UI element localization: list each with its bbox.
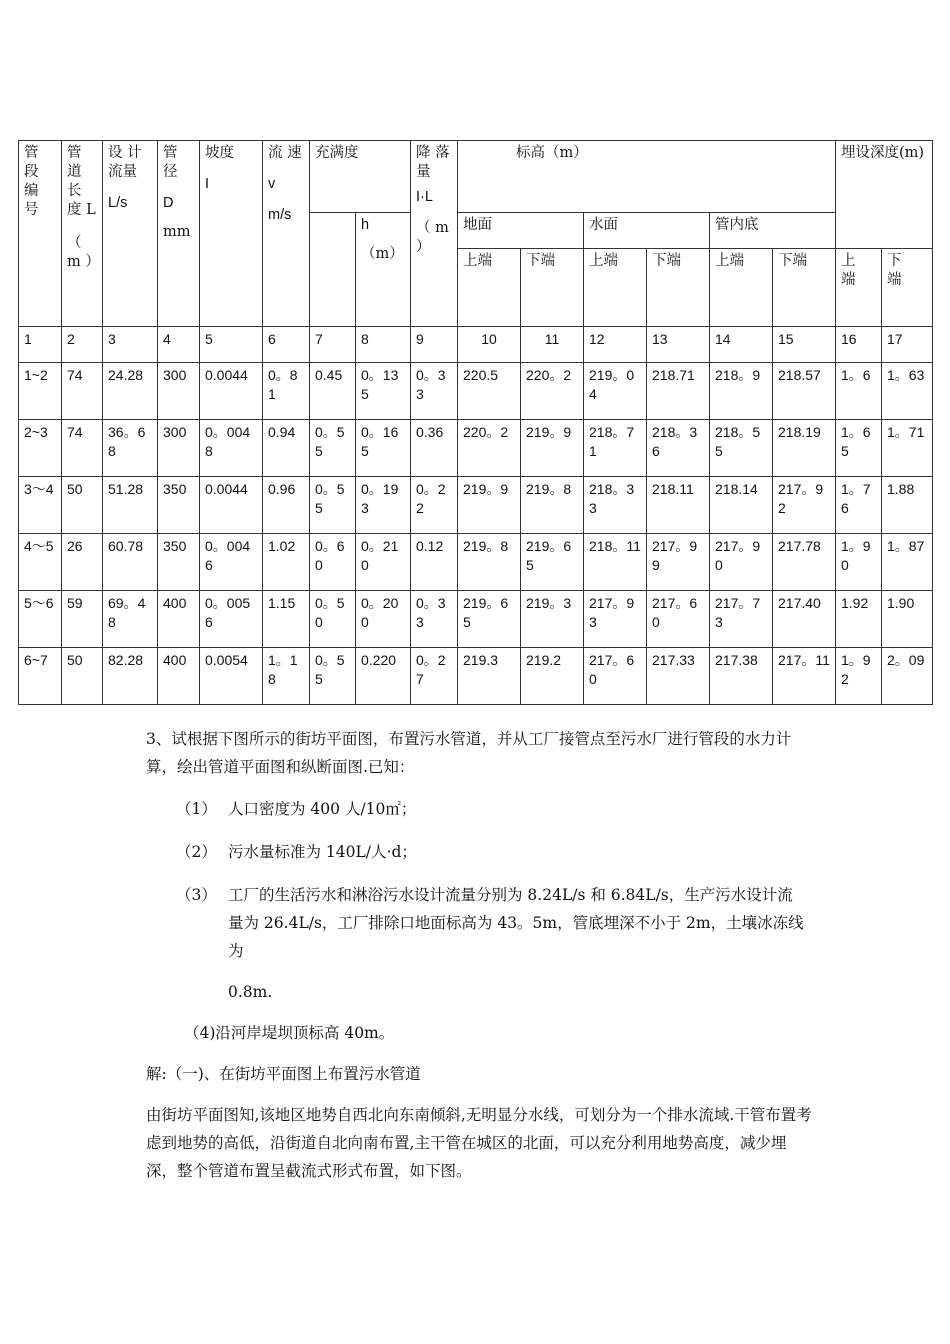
col-number: 13 — [647, 327, 710, 363]
table-cell: 1.88 — [882, 477, 933, 534]
table-cell: 220.5 — [458, 363, 521, 420]
table-cell: 219。8 — [521, 477, 584, 534]
header-length-unit: （ m ） — [67, 235, 100, 270]
table-cell: 0。22 — [411, 477, 458, 534]
table-cell: 36。68 — [103, 420, 158, 477]
solution-heading: 解:（一)、在街坊平面图上布置污水管道 — [146, 1065, 421, 1083]
column-number-row — [19, 327, 933, 363]
col-number: 9 — [411, 327, 458, 363]
table-cell: 218。9 — [710, 363, 773, 420]
table-cell: 217。93 — [584, 591, 647, 648]
table-cell: 2~3 — [19, 420, 62, 477]
table-cell: 26 — [62, 534, 103, 591]
header-fill-ratio: 充满度 — [310, 141, 411, 213]
table-cell: 0。55 — [310, 420, 356, 477]
table-cell: 400 — [158, 648, 200, 705]
header-invert-upper: 上端 — [710, 249, 773, 327]
col-number: 16 — [836, 327, 882, 363]
table-row — [19, 591, 933, 648]
col-number: 2 — [62, 327, 103, 363]
header-fill-blank — [310, 213, 356, 327]
header-invert: 管内底 — [710, 213, 836, 249]
header-ground-upper: 上端 — [458, 249, 521, 327]
header-diameter-unit: mm — [163, 224, 191, 240]
header-fill-h — [356, 213, 411, 327]
table-cell: 219.2 — [521, 648, 584, 705]
table-cell: 218.14 — [710, 477, 773, 534]
table-cell: 219。65 — [521, 534, 584, 591]
pipe-calculation-table — [18, 140, 933, 705]
list-item — [146, 881, 816, 965]
table-cell: 217。99 — [647, 534, 710, 591]
table-cell: 218。11 — [584, 534, 647, 591]
col-number: 4 — [158, 327, 200, 363]
table-row — [19, 534, 933, 591]
table-cell: 350 — [158, 477, 200, 534]
table-cell: 217。73 — [710, 591, 773, 648]
table-cell: 0。60 — [310, 534, 356, 591]
table-cell: 218。36 — [647, 420, 710, 477]
table-cell: 0。55 — [310, 648, 356, 705]
table-cell: 220。2 — [458, 420, 521, 477]
col-number: 15 — [773, 327, 836, 363]
table-cell: 74 — [62, 363, 103, 420]
table-cell: 51.28 — [103, 477, 158, 534]
header-diameter — [158, 141, 200, 327]
col-number: 12 — [584, 327, 647, 363]
table-cell: 0.45 — [310, 363, 356, 420]
table-cell: 0.0044 — [200, 363, 263, 420]
table-cell: 3～4 — [19, 477, 62, 534]
header-flow-label: 设 计 流量 — [108, 145, 142, 180]
table-cell: 400 — [158, 591, 200, 648]
table-cell: 0。210 — [356, 534, 411, 591]
table-cell: 217.40 — [773, 591, 836, 648]
table-cell: 1.92 — [836, 591, 882, 648]
table-cell: 0。135 — [356, 363, 411, 420]
header-water: 水面 — [584, 213, 710, 249]
header-length — [62, 141, 103, 327]
list-text: 人口密度为 400 人/10㎡； — [228, 800, 417, 818]
table-cell: 219。3 — [521, 591, 584, 648]
table-cell: 219.3 — [458, 648, 521, 705]
list-text: 污水量标准为 140L/人·d； — [228, 843, 417, 861]
header-drop-label: 降 落 量 — [416, 145, 450, 180]
table-cell: 0.36 — [411, 420, 458, 477]
list-number: （2） — [176, 843, 217, 861]
table-cell: 1.15 — [263, 591, 310, 648]
table-cell: 219。8 — [458, 534, 521, 591]
header-burial-depth: 埋设深度(m) — [836, 141, 933, 249]
col-number: 14 — [710, 327, 773, 363]
list-number: （3） — [176, 886, 217, 904]
col-number: 3 — [103, 327, 158, 363]
table-cell: 1。76 — [836, 477, 882, 534]
table-cell: 1~2 — [19, 363, 62, 420]
table-cell: 1。90 — [836, 534, 882, 591]
table-cell: 217.78 — [773, 534, 836, 591]
header-length-label: 管 道 长 度 L — [67, 145, 96, 218]
col-number: 7 — [310, 327, 356, 363]
table-cell: 217。90 — [710, 534, 773, 591]
table-cell: 218.71 — [647, 363, 710, 420]
header-fill-h-unit: （m） — [361, 246, 404, 262]
header-depth-lower: 下 端 — [882, 249, 933, 327]
header-ground: 地面 — [458, 213, 584, 249]
table-cell: 300 — [158, 363, 200, 420]
header-depth-upper: 上 端 — [836, 249, 882, 327]
table-body — [19, 363, 933, 705]
table-cell: 0。33 — [411, 591, 458, 648]
header-segment: 管 段 编 号 — [19, 141, 62, 327]
header-flow-unit: L/s — [108, 195, 128, 211]
table-cell: 0.0054 — [200, 648, 263, 705]
table-cell: 0。193 — [356, 477, 411, 534]
table-cell: 218.19 — [773, 420, 836, 477]
table-cell: 0.96 — [263, 477, 310, 534]
header-diameter-label: 管 径 — [163, 145, 178, 180]
table-cell: 0。27 — [411, 648, 458, 705]
table-cell: 218。55 — [710, 420, 773, 477]
table-cell: 0。0056 — [200, 591, 263, 648]
table-cell: 0。33 — [411, 363, 458, 420]
table-cell: 218.11 — [647, 477, 710, 534]
header-water-upper: 上端 — [584, 249, 647, 327]
table-cell: 218。33 — [584, 477, 647, 534]
table-cell: 1。71 — [882, 420, 933, 477]
list-item — [146, 795, 816, 823]
table-cell: 0。81 — [263, 363, 310, 420]
list-number: （1） — [176, 800, 217, 818]
question-section — [146, 725, 816, 1185]
table-cell: 0。165 — [356, 420, 411, 477]
col-number: 6 — [263, 327, 310, 363]
table-cell: 218。71 — [584, 420, 647, 477]
header-slope-label: 坡度 — [205, 145, 234, 161]
header-drop-unit: （ m ） — [416, 220, 449, 255]
table-row — [19, 477, 933, 534]
header-drop-symbol: I·L — [416, 189, 433, 205]
table-cell: 219。9 — [521, 420, 584, 477]
question-3: 3、试根据下图所示的街坊平面图，布置污水管道，并从工厂接管点至污水厂进行管段的水力计算，绘出管道平面图和纵断面图.已知： — [146, 730, 792, 776]
header-diameter-symbol: D — [163, 195, 174, 211]
table-cell: 1。63 — [882, 363, 933, 420]
header-velocity-symbol: v — [268, 176, 276, 192]
table-cell: 1。65 — [836, 420, 882, 477]
header-drop — [411, 141, 458, 327]
table-cell: 217.38 — [710, 648, 773, 705]
table-cell: 6~7 — [19, 648, 62, 705]
table-cell: 1。6 — [836, 363, 882, 420]
list-text: 工厂的生活污水和淋浴污水设计流量分别为 8.24L/s 和 6.84L/s，生产污水设计流量为 26.4L/s，工厂排除口地面标高为 43。5m，管底埋深不小于 2m，土壤冰冻线为 — [228, 886, 804, 960]
header-ground-lower: 下端 — [521, 249, 584, 327]
table-cell: 50 — [62, 477, 103, 534]
table-cell: 1.02 — [263, 534, 310, 591]
header-slope — [200, 141, 263, 327]
table-row — [19, 420, 933, 477]
table-cell: 217。92 — [773, 477, 836, 534]
table-cell: 219。65 — [458, 591, 521, 648]
table-cell: 0。50 — [310, 591, 356, 648]
header-flow — [103, 141, 158, 327]
header-velocity-unit: m/s — [268, 207, 292, 223]
table-cell: 60.78 — [103, 534, 158, 591]
table-cell: 0。0046 — [200, 534, 263, 591]
col-number: 1 — [19, 327, 62, 363]
table-cell: 1.90 — [882, 591, 933, 648]
header-velocity-label: 流 速 — [268, 145, 302, 161]
table-cell: 74 — [62, 420, 103, 477]
table-cell: 300 — [158, 420, 200, 477]
table-cell: 217。60 — [647, 591, 710, 648]
table-cell: 0。55 — [310, 477, 356, 534]
table-cell: 1。87 — [882, 534, 933, 591]
table-cell: 24.28 — [103, 363, 158, 420]
table-row — [19, 363, 933, 420]
table-cell: 0。200 — [356, 591, 411, 648]
table-cell: 1。92 — [836, 648, 882, 705]
table-cell: 218.57 — [773, 363, 836, 420]
table-cell: 59 — [62, 591, 103, 648]
table-cell: 217.33 — [647, 648, 710, 705]
table-row — [19, 648, 933, 705]
table-cell: 219。04 — [584, 363, 647, 420]
col-number: 10 — [458, 327, 521, 363]
table-cell: 5～6 — [19, 591, 62, 648]
table-cell: 4～5 — [19, 534, 62, 591]
col-number: 17 — [882, 327, 933, 363]
list-item — [146, 838, 816, 866]
table-cell: 350 — [158, 534, 200, 591]
table-cell: 217。60 — [584, 648, 647, 705]
table-cell: 0。0048 — [200, 420, 263, 477]
table-cell: 0.94 — [263, 420, 310, 477]
table-cell: 82.28 — [103, 648, 158, 705]
header-elevation: 标高（m） — [458, 141, 836, 213]
table-cell: 0.12 — [411, 534, 458, 591]
header-invert-lower: 下端 — [773, 249, 836, 327]
table-cell: 0.0044 — [200, 477, 263, 534]
table-cell: 50 — [62, 648, 103, 705]
col-number: 5 — [200, 327, 263, 363]
col-number: 8 — [356, 327, 411, 363]
header-fill-h-symbol: h — [361, 217, 370, 233]
header-velocity — [263, 141, 310, 327]
table-cell: 2。09 — [882, 648, 933, 705]
header-water-lower: 下端 — [647, 249, 710, 327]
table-cell: 219。9 — [458, 477, 521, 534]
table-cell: 69。48 — [103, 591, 158, 648]
table-cell: 0.220 — [356, 648, 411, 705]
table-cell: 1。18 — [263, 648, 310, 705]
header-slope-symbol: I — [205, 176, 210, 192]
table-cell: 217。11 — [773, 648, 836, 705]
list-continuation: 0.8m. — [228, 983, 273, 1001]
solution-paragraph: 由街坊平面图知,该地区地势自西北向东南倾斜,无明显分水线，可划分为一个排水流域.干管布置考虑到地势的高低，沿街道自北向南布置,主干管在城区的北面，可以充分利用地势高度，减少埋深，整个管道布置呈截流式形式布置，如下图。 — [146, 1106, 812, 1180]
col-number: 11 — [521, 327, 584, 363]
table-cell: 220。2 — [521, 363, 584, 420]
list-item-4: （4)沿河岸堤坝顶标高 40m。 — [184, 1024, 395, 1042]
